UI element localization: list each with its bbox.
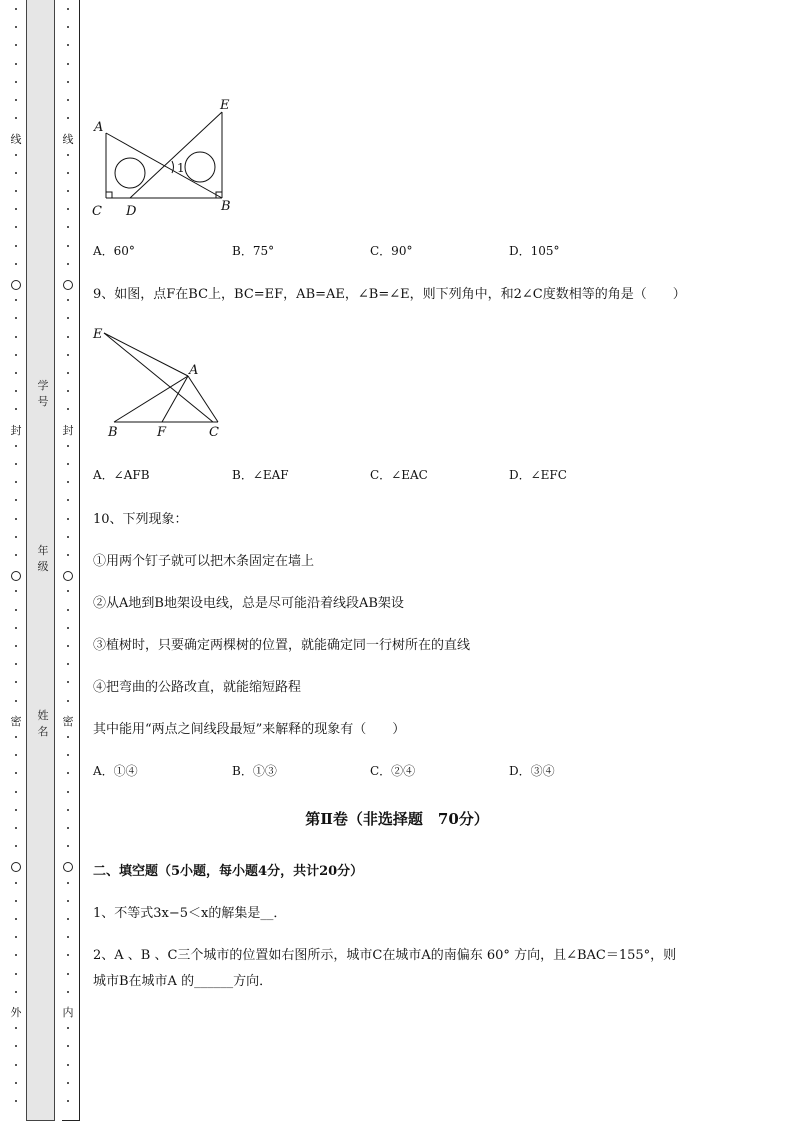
margin-dot (67, 245, 69, 247)
margin-dot (15, 1045, 17, 1047)
margin-dot (67, 44, 69, 46)
margin-dot (67, 499, 69, 501)
fill-q2-line1: 2、A 、B 、C三个城市的位置如右图所示，城市C在城市A的南偏东 60° 方向，且∠BAC＝155°，则 (93, 948, 677, 963)
margin-dot (67, 390, 69, 392)
margin-dot (67, 263, 69, 265)
margin-dot (15, 536, 17, 538)
margin-dot (15, 627, 17, 629)
q8-figure (88, 95, 248, 220)
margin-dot (15, 390, 17, 392)
q10-question: 其中能用“两点之间线段最短”来解释的现象有（ ） (93, 722, 406, 737)
q9-figure (88, 320, 228, 445)
label-angle-1: 1 (177, 161, 185, 175)
circle-mark (11, 280, 21, 290)
margin-dot (67, 336, 69, 338)
margin-dot (67, 445, 69, 447)
angle-1-arc (172, 161, 174, 173)
segment-ab (106, 133, 222, 198)
q10-stem: 10、下列现象： (93, 512, 188, 527)
q10-option-a[interactable]: A．①④ (93, 764, 138, 778)
fill-in-section-heading: 二、填空题（5小题，每小题4分，共计20分） (93, 864, 364, 879)
margin-dot (15, 208, 17, 210)
q10-option-c[interactable]: C．②④ (370, 764, 416, 778)
margin-dot (67, 99, 69, 101)
margin-dot (67, 463, 69, 465)
margin-dot (67, 772, 69, 774)
margin-dot (67, 1027, 69, 1029)
q8-option-a[interactable]: A．60° (93, 244, 135, 258)
margin-dot (15, 172, 17, 174)
fill-q1: 1、不等式3x−5＜x的解集是__． (93, 906, 287, 921)
right-angle-c (106, 192, 112, 198)
label-c: C (92, 204, 102, 219)
margin-dot (15, 754, 17, 756)
margin-dot (67, 117, 69, 119)
margin-dot (15, 900, 17, 902)
fill-q2-line2: 城市B在城市A 的______方向． (93, 974, 273, 989)
q9-stem: 9、如图，点F在BC上，BC=EF，AB=AE，∠B=∠E，则下列角中，和2∠C度数相等的角是（ ） (93, 287, 686, 302)
margin-dot (15, 1100, 17, 1102)
margin-dot (67, 1045, 69, 1047)
margin-dot (15, 117, 17, 119)
circle-mark (63, 862, 73, 872)
dotted-line-right (64, 0, 72, 1123)
margin-dot (15, 8, 17, 10)
margin-dot (67, 609, 69, 611)
circle-mark (11, 862, 21, 872)
margin-dot (67, 590, 69, 592)
margin-mark-outer: 外 (10, 1006, 22, 1019)
margin-dot (67, 973, 69, 975)
margin-dot (15, 991, 17, 993)
margin-dot (67, 408, 69, 410)
margin-mark-inner: 内 (62, 1006, 74, 1019)
margin-dot (15, 936, 17, 938)
margin-dot (67, 26, 69, 28)
margin-dot (15, 154, 17, 156)
margin-dot (15, 299, 17, 301)
margin-dot (67, 900, 69, 902)
q10-option-b[interactable]: B．①③ (232, 764, 277, 778)
margin-dot (15, 663, 17, 665)
margin-dot (67, 918, 69, 920)
field-name: 姓名 (37, 709, 49, 738)
margin-dot (15, 772, 17, 774)
margin-dot (15, 463, 17, 465)
margin-dot (67, 81, 69, 83)
margin-dot (67, 354, 69, 356)
margin-dot (15, 190, 17, 192)
label-d: D (126, 204, 137, 219)
margin-dot (67, 317, 69, 319)
label-f: F (157, 425, 167, 440)
margin-dot (15, 645, 17, 647)
margin-dot (67, 791, 69, 793)
margin-dot (15, 245, 17, 247)
margin-dot (67, 172, 69, 174)
margin-dot (67, 882, 69, 884)
q8-option-d[interactable]: D．105° (509, 244, 560, 258)
margin-dot (15, 354, 17, 356)
margin-dot (15, 226, 17, 228)
margin-dot (67, 299, 69, 301)
label-e: E (93, 327, 103, 342)
q9-option-b[interactable]: B．∠EAF (232, 468, 289, 482)
dotted-line-left (12, 0, 20, 1123)
margin-dot (15, 372, 17, 374)
margin-dot (67, 954, 69, 956)
margin-dot (15, 736, 17, 738)
circle-mark (63, 280, 73, 290)
margin-dot (67, 63, 69, 65)
margin-dot (15, 918, 17, 920)
label-a: A (189, 363, 199, 378)
binding-margin (0, 0, 82, 1123)
margin-dot (15, 700, 17, 702)
margin-dot (15, 518, 17, 520)
margin-mark-line-left: 线 (10, 133, 22, 146)
margin-dot (15, 408, 17, 410)
margin-dot (15, 1064, 17, 1066)
margin-dot (67, 481, 69, 483)
margin-dot (15, 499, 17, 501)
margin-dot (67, 554, 69, 556)
margin-dot (15, 445, 17, 447)
margin-dot (67, 208, 69, 210)
margin-dot (67, 536, 69, 538)
margin-dot (67, 1100, 69, 1102)
margin-dot (15, 26, 17, 28)
q10-item-3: ③植树时，只要确定两棵树的位置，就能确定同一行树所在的直线 (93, 638, 471, 653)
margin-dot (15, 609, 17, 611)
q10-item-2: ②从A地到B地架设电线，总是尽可能沿着线段AB架设 (93, 596, 404, 611)
margin-dot (15, 973, 17, 975)
margin-dot (67, 627, 69, 629)
margin-dot (67, 1064, 69, 1066)
margin-dot (15, 1027, 17, 1029)
segment-ab (114, 376, 188, 422)
q8-option-b[interactable]: B．75° (232, 244, 275, 258)
margin-rule-bottom (62, 1120, 80, 1121)
part2-title: 第Ⅱ卷（非选择题 70分） (305, 810, 489, 828)
field-grade: 年级 (37, 544, 49, 573)
margin-dot (67, 190, 69, 192)
q9-option-a[interactable]: A．∠AFB (93, 468, 150, 482)
label-b: B (108, 425, 118, 440)
margin-dot (15, 681, 17, 683)
margin-dot (67, 991, 69, 993)
label-a: A (94, 120, 104, 135)
margin-dot (67, 663, 69, 665)
margin-rule (79, 0, 80, 1120)
margin-dot (15, 44, 17, 46)
margin-dot (15, 791, 17, 793)
margin-dot (15, 263, 17, 265)
label-c: C (209, 425, 219, 440)
margin-dot (15, 590, 17, 592)
margin-mark-secret-left: 密 (10, 715, 22, 728)
margin-dot (15, 99, 17, 101)
segment-ea (104, 333, 188, 376)
margin-dot (67, 1082, 69, 1084)
margin-dot (67, 681, 69, 683)
label-b: B (221, 199, 231, 214)
circle-left (115, 158, 145, 188)
margin-dot (67, 518, 69, 520)
margin-mark-secret-right: 密 (62, 715, 74, 728)
margin-dot (15, 1082, 17, 1084)
margin-dot (67, 8, 69, 10)
margin-dot (67, 736, 69, 738)
q8-option-c[interactable]: C．90° (370, 244, 413, 258)
margin-dot (67, 936, 69, 938)
margin-mark-seal-right: 封 (62, 424, 74, 437)
q10-item-1: ①用两个钉子就可以把木条固定在墙上 (93, 554, 315, 569)
q9-option-d[interactable]: D．∠EFC (509, 468, 567, 482)
margin-mark-line-right: 线 (62, 133, 74, 146)
margin-dot (15, 882, 17, 884)
margin-dot (67, 754, 69, 756)
margin-dot (15, 554, 17, 556)
margin-dot (15, 481, 17, 483)
q9-option-c[interactable]: C．∠EAC (370, 468, 428, 482)
q10-option-d[interactable]: D．③④ (509, 764, 555, 778)
margin-dot (67, 700, 69, 702)
margin-dot (67, 645, 69, 647)
q10-item-4: ④把弯曲的公路改直，就能缩短路程 (93, 680, 302, 695)
field-student-id: 学号 (37, 379, 49, 408)
margin-dot (15, 954, 17, 956)
margin-dot (67, 226, 69, 228)
margin-mark-seal-left: 封 (10, 424, 22, 437)
margin-dot (67, 154, 69, 156)
margin-dot (15, 845, 17, 847)
margin-dot (15, 317, 17, 319)
segment-ac (188, 376, 218, 422)
margin-dot (15, 63, 17, 65)
margin-dot (15, 336, 17, 338)
margin-dot (67, 372, 69, 374)
margin-dot (67, 845, 69, 847)
label-e: E (220, 98, 230, 113)
circle-mark (63, 571, 73, 581)
circle-right (185, 152, 215, 182)
margin-dot (15, 81, 17, 83)
circle-mark (11, 571, 21, 581)
